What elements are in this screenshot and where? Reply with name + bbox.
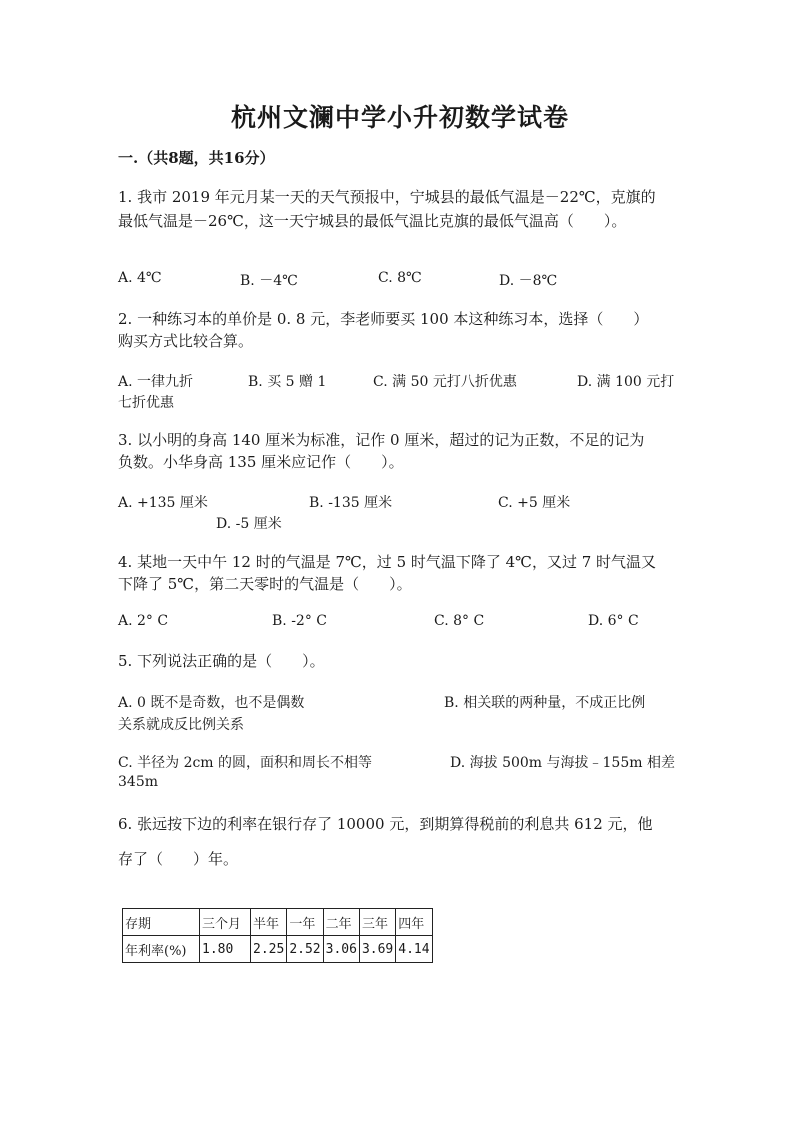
- interest-rate-table: [122, 908, 433, 963]
- question-1-option-c: C. 8℃: [378, 270, 422, 286]
- question-2-option-a: A. 一律九折: [118, 374, 194, 390]
- question-4-option-b: B. -2° C: [272, 613, 327, 629]
- question-5-option-b-continued: 关系就成反比例关系: [118, 717, 244, 733]
- question-4-line-1: 4. 某地一天中午 12 时的气温是 7℃，过 5 时气温下降了 4℃，又过 7 时气温又: [118, 553, 657, 571]
- question-1-option-b: B. －4℃: [240, 273, 298, 289]
- table-cell: 年利率(%): [123, 936, 200, 963]
- question-5-line-1: 5. 下列说法正确的是（ ）。: [118, 652, 325, 670]
- question-3-line-1: 3. 以小明的身高 140 厘米为标准，记作 0 厘米，超过的记为正数，不足的记为: [118, 431, 645, 449]
- page-title: 杭州文澜中学小升初数学试卷: [230, 103, 569, 132]
- question-2-option-b: B. 买 5 赠 1: [248, 374, 327, 390]
- table-cell: 存期: [123, 909, 200, 936]
- table-cell: 一年: [287, 909, 323, 936]
- question-5-option-d: D. 海拔 500m 与海拔﹣155m 相差: [450, 755, 675, 771]
- question-6-line-2: 存了（ ）年。: [118, 850, 239, 868]
- table-cell: 三年: [359, 909, 395, 936]
- question-2-option-d-continued: 七折优惠: [118, 395, 174, 411]
- table-cell: 四年: [396, 909, 432, 936]
- question-5-option-c: C. 半径为 2cm 的圆，面积和周长不相等: [118, 755, 373, 771]
- question-5-option-b: B. 相关联的两种量，不成正比例: [444, 695, 646, 711]
- question-5-option-d-continued: 345m: [118, 774, 158, 790]
- question-6-line-1: 6. 张远按下边的利率在银行存了 10000 元，到期算得税前的利息共 612 元，他: [118, 815, 653, 833]
- question-5-option-a: A. 0 既不是奇数，也不是偶数: [118, 695, 305, 711]
- question-3-option-d: D. -5 厘米: [216, 516, 282, 532]
- table-cell: 2.52: [287, 936, 323, 963]
- question-4-option-c: C. 8° C: [434, 613, 485, 629]
- table-cell: 1.80: [200, 936, 251, 963]
- question-4-option-a: A. 2° C: [118, 613, 169, 629]
- table-cell: 半年: [251, 909, 287, 936]
- table-cell: 3.69: [359, 936, 395, 963]
- table-cell: 4.14: [396, 936, 432, 963]
- section-heading: 一.（共8题，共16分）: [118, 149, 275, 167]
- question-3-option-b: B. -135 厘米: [309, 495, 393, 511]
- question-1-option-d: D. －8℃: [499, 273, 558, 289]
- question-3-line-2: 负数。小华身高 135 厘米应记作（ ）。: [118, 453, 404, 471]
- question-2-option-c: C. 满 50 元打八折优惠: [373, 374, 517, 390]
- table-cell: 2.25: [251, 936, 287, 963]
- table-cell: 二年: [323, 909, 359, 936]
- question-3-option-a: A. +135 厘米: [118, 495, 208, 511]
- table-cell: 3.06: [323, 936, 359, 963]
- question-1-option-a: A. 4℃: [118, 270, 162, 286]
- question-2-option-d: D. 满 100 元打: [577, 374, 675, 390]
- question-1-line-1: 1. 我市 2019 年元月某一天的天气预报中，宁城县的最低气温是－22℃，克旗的: [118, 188, 656, 206]
- table-cell: 三个月: [200, 909, 251, 936]
- question-2-line-1: 2. 一种练习本的单价是 0. 8 元，李老师要买 100 本这种练习本，选择（ ）: [118, 310, 649, 328]
- table-row: [123, 909, 433, 936]
- question-4-option-d: D. 6° C: [588, 613, 639, 629]
- question-1-line-2: 最低气温是－26℃，这一天宁城县的最低气温比克旗的最低气温高（ ）。: [118, 212, 627, 230]
- table-row: [123, 936, 433, 963]
- question-4-line-2: 下降了 5℃，第二天零时的气温是（ ）。: [118, 575, 412, 593]
- question-2-line-2: 购买方式比较合算。: [118, 332, 254, 350]
- question-3-option-c: C. +5 厘米: [498, 495, 571, 511]
